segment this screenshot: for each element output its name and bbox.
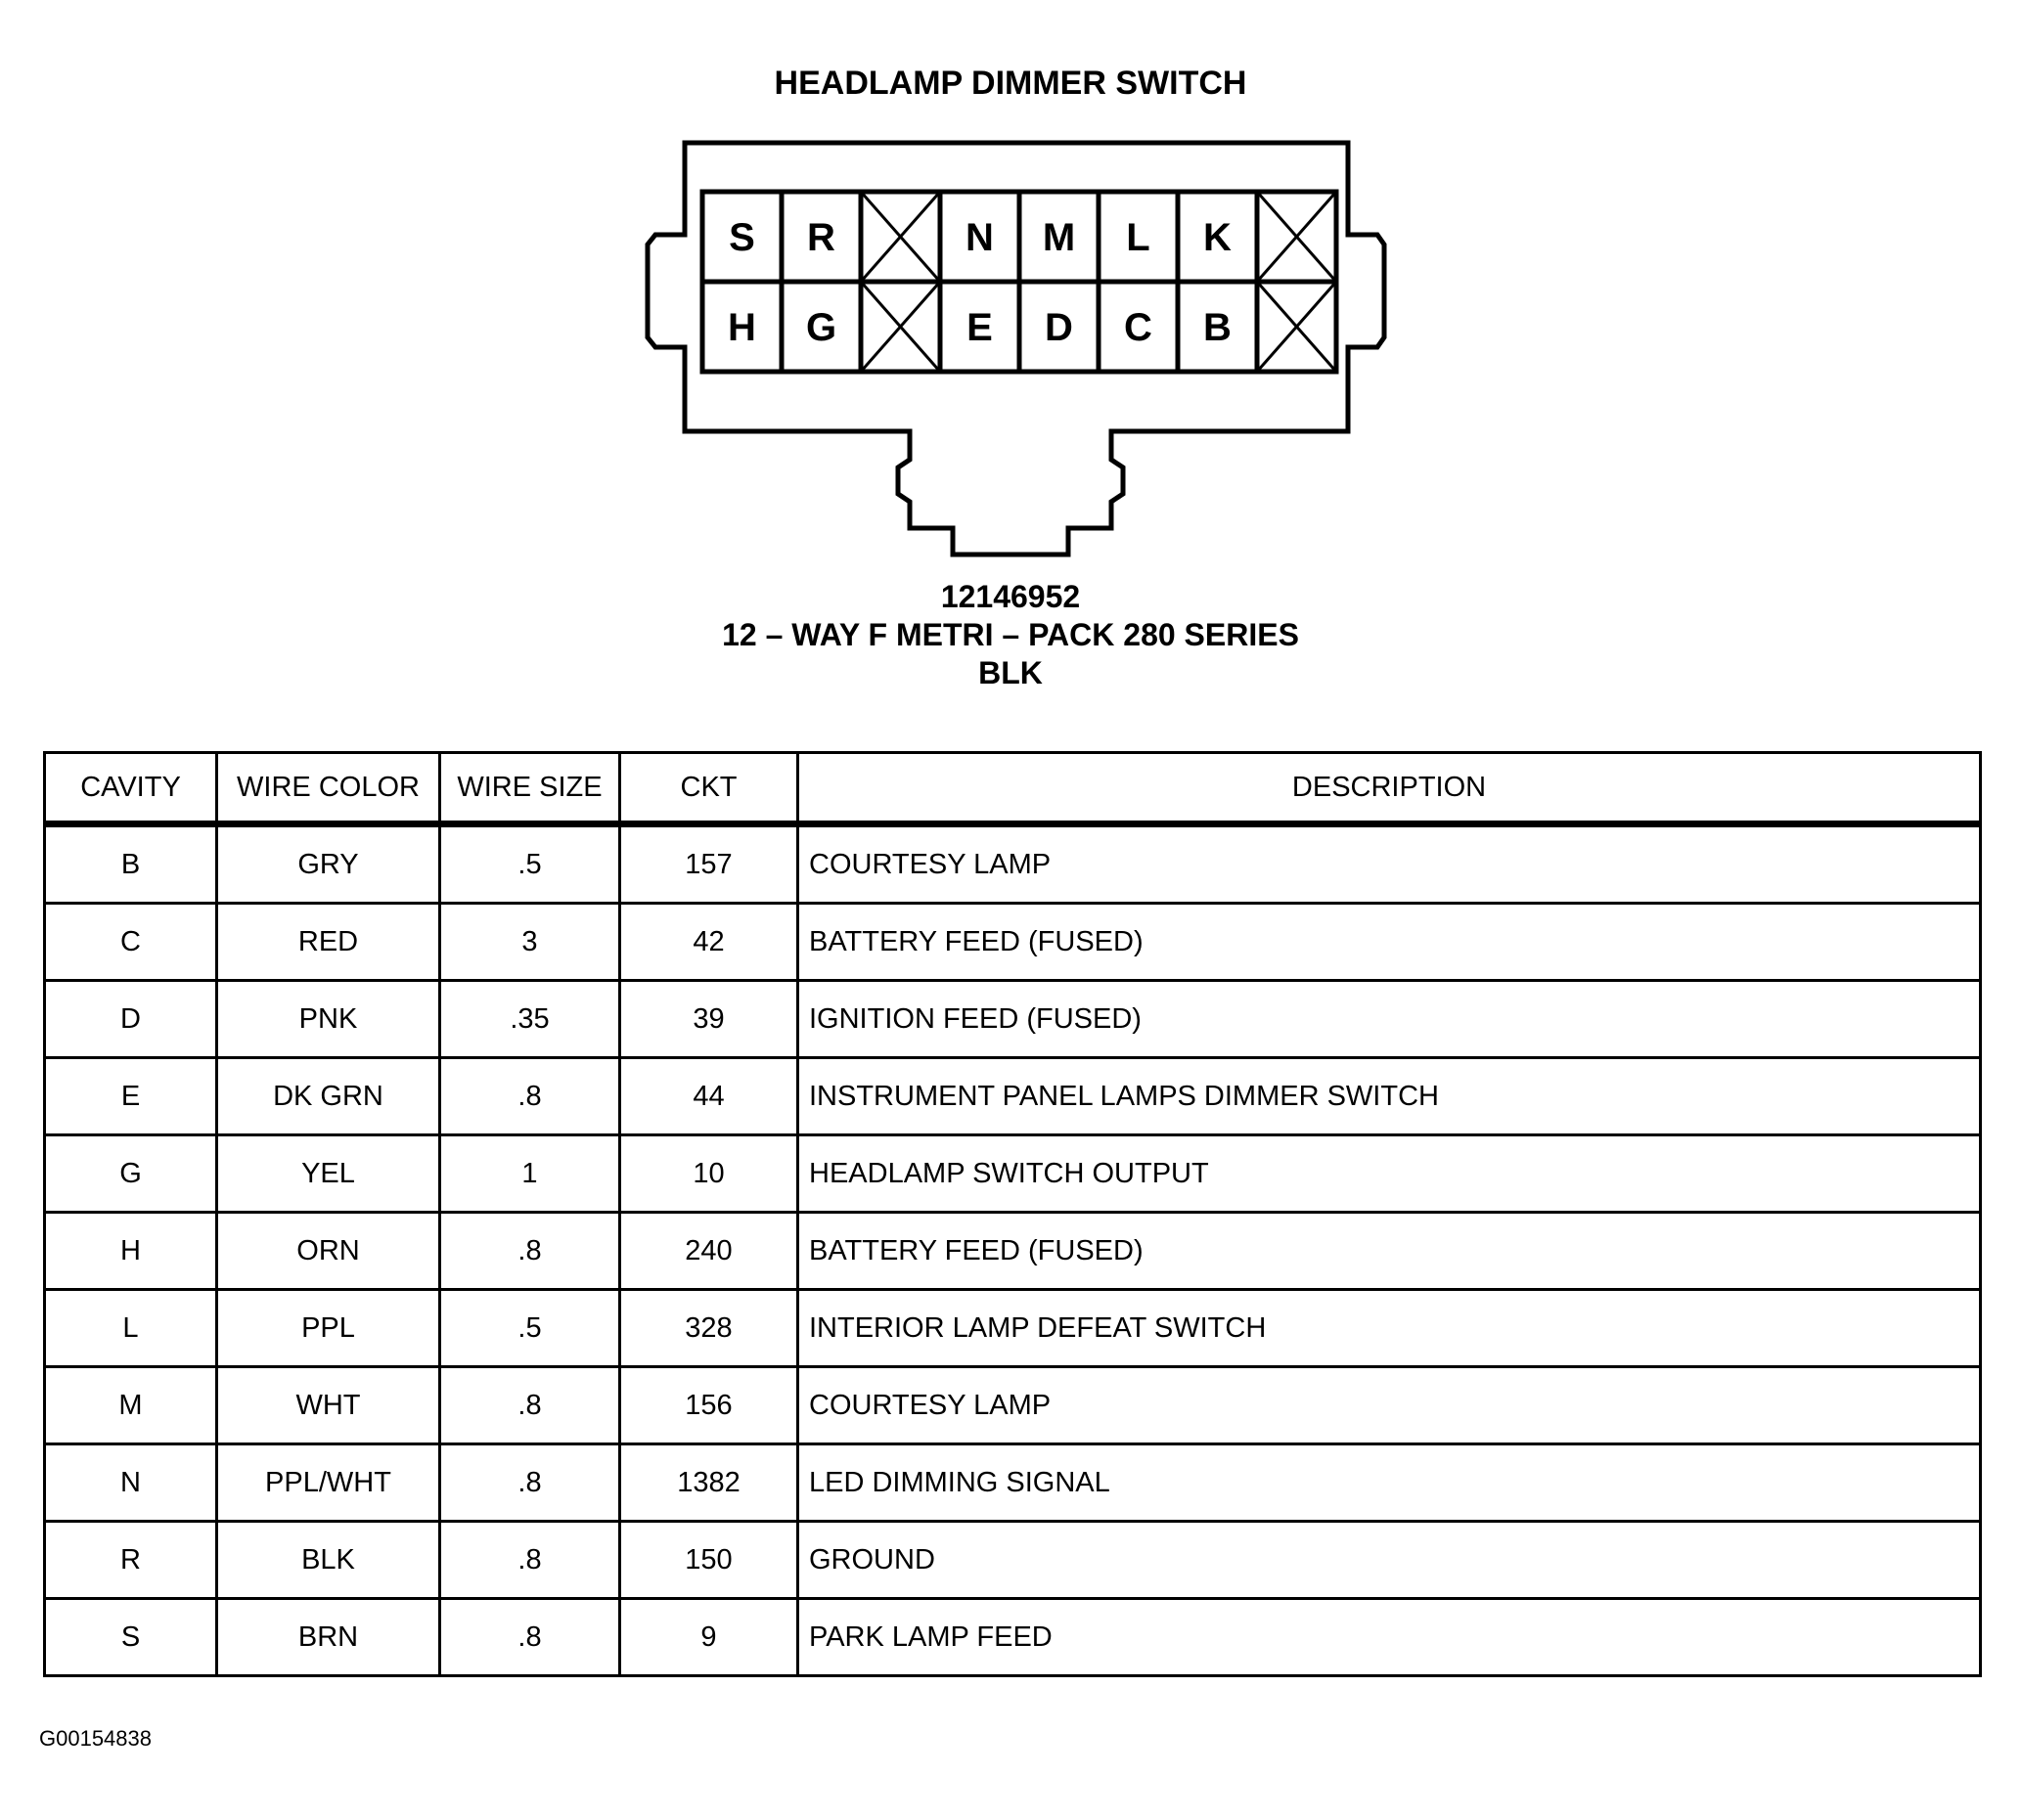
description-cell: COURTESY LAMP [798,824,1981,904]
header-ckt: CKT [620,753,798,824]
header-wire-color: WIRE COLOR [217,753,440,824]
ckt-cell: 157 [620,824,798,904]
description-cell: IGNITION FEED (FUSED) [798,981,1981,1058]
header-wire-size: WIRE SIZE [440,753,620,824]
ckt-cell: 42 [620,904,798,981]
cavity-label: S [729,216,755,259]
cavity-cell: D [45,981,217,1058]
wire-color-cell: WHT [217,1367,440,1444]
pinout-rows [45,824,1981,1676]
description-cell: INTERIOR LAMP DEFEAT SWITCH [798,1290,1981,1367]
ckt-cell: 240 [620,1213,798,1290]
ckt-cell: 44 [620,1058,798,1135]
cavity-cell: E [45,1058,217,1135]
cavity-cell: L [45,1290,217,1367]
wire-color-cell: PNK [217,981,440,1058]
cavity-label: R [807,216,835,259]
figure-code: G00154838 [39,1726,152,1751]
wire-size-cell: .8 [440,1058,620,1135]
description-cell: BATTERY FEED (FUSED) [798,904,1981,981]
table-row [45,1444,1981,1522]
part-number: 12146952 [940,579,1081,614]
cavity-label: E [966,306,993,349]
cavity-cell: H [45,1213,217,1290]
wire-size-cell: .8 [440,1444,620,1522]
cavity-label: N [966,216,994,259]
wire-color-cell: PPL/WHT [217,1444,440,1522]
cavity-cell: C [45,904,217,981]
table-row [45,1213,1981,1290]
description-cell: GROUND [798,1522,1981,1599]
diagram-title: HEADLAMP DIMMER SWITCH [774,65,1247,102]
description-cell: PARK LAMP FEED [798,1599,1981,1676]
description-cell: HEADLAMP SWITCH OUTPUT [798,1135,1981,1213]
ckt-cell: 150 [620,1522,798,1599]
header-cavity: CAVITY [45,753,217,824]
wire-size-cell: .8 [440,1367,620,1444]
ckt-cell: 328 [620,1290,798,1367]
table-row [45,824,1981,904]
cavity-label: C [1124,306,1152,349]
cavity-cell: B [45,824,217,904]
ckt-cell: 9 [620,1599,798,1676]
wire-size-cell: .8 [440,1213,620,1290]
table-row [45,1135,1981,1213]
header-description: DESCRIPTION [798,753,1981,824]
wire-size-cell: 3 [440,904,620,981]
wire-size-cell: 1 [440,1135,620,1213]
wire-color-cell: ORN [217,1213,440,1290]
connector-diagram [0,0,2021,577]
wire-size-cell: .8 [440,1599,620,1676]
cavity-grid [702,192,1336,372]
table-header-row [45,753,1981,824]
wire-color-cell: PPL [217,1290,440,1367]
cavity-label: G [805,306,837,349]
wire-size-cell: .5 [440,1290,620,1367]
ckt-cell: 10 [620,1135,798,1213]
description-cell: COURTESY LAMP [798,1367,1981,1444]
table-row [45,1522,1981,1599]
cavity-label: D [1045,306,1073,349]
wire-color-cell: RED [217,904,440,981]
cavity-label: B [1203,306,1232,349]
table-row [45,981,1981,1058]
cavity-label: K [1203,216,1232,259]
wire-color-cell: YEL [217,1135,440,1213]
table-row [45,1367,1981,1444]
cavity-cell: G [45,1135,217,1213]
wire-size-cell: .35 [440,981,620,1058]
table-row [45,1599,1981,1676]
wire-color-cell: BRN [217,1599,440,1676]
table-row [45,904,1981,981]
cavity-label: L [1126,216,1150,259]
cavity-label: H [728,306,756,349]
cavity-cell: S [45,1599,217,1676]
ckt-cell: 156 [620,1367,798,1444]
ckt-cell: 1382 [620,1444,798,1522]
connector-type: 12 – WAY F METRI – PACK 280 SERIES [722,617,1299,652]
cavity-label: M [1042,216,1076,259]
description-cell: BATTERY FEED (FUSED) [798,1213,1981,1290]
cavity-cell: N [45,1444,217,1522]
wire-size-cell: .8 [440,1522,620,1599]
wire-color-cell: DK GRN [217,1058,440,1135]
wire-color-cell: GRY [217,824,440,904]
pinout-table [43,751,1982,1677]
wire-size-cell: .5 [440,824,620,904]
description-cell: INSTRUMENT PANEL LAMPS DIMMER SWITCH [798,1058,1981,1135]
table-row [45,1058,1981,1135]
cavity-cell: M [45,1367,217,1444]
description-cell: LED DIMMING SIGNAL [798,1444,1981,1522]
connector-color: BLK [978,655,1043,690]
wire-color-cell: BLK [217,1522,440,1599]
cavity-cell: R [45,1522,217,1599]
table-row [45,1290,1981,1367]
connector-housing [648,143,1384,555]
ckt-cell: 39 [620,981,798,1058]
